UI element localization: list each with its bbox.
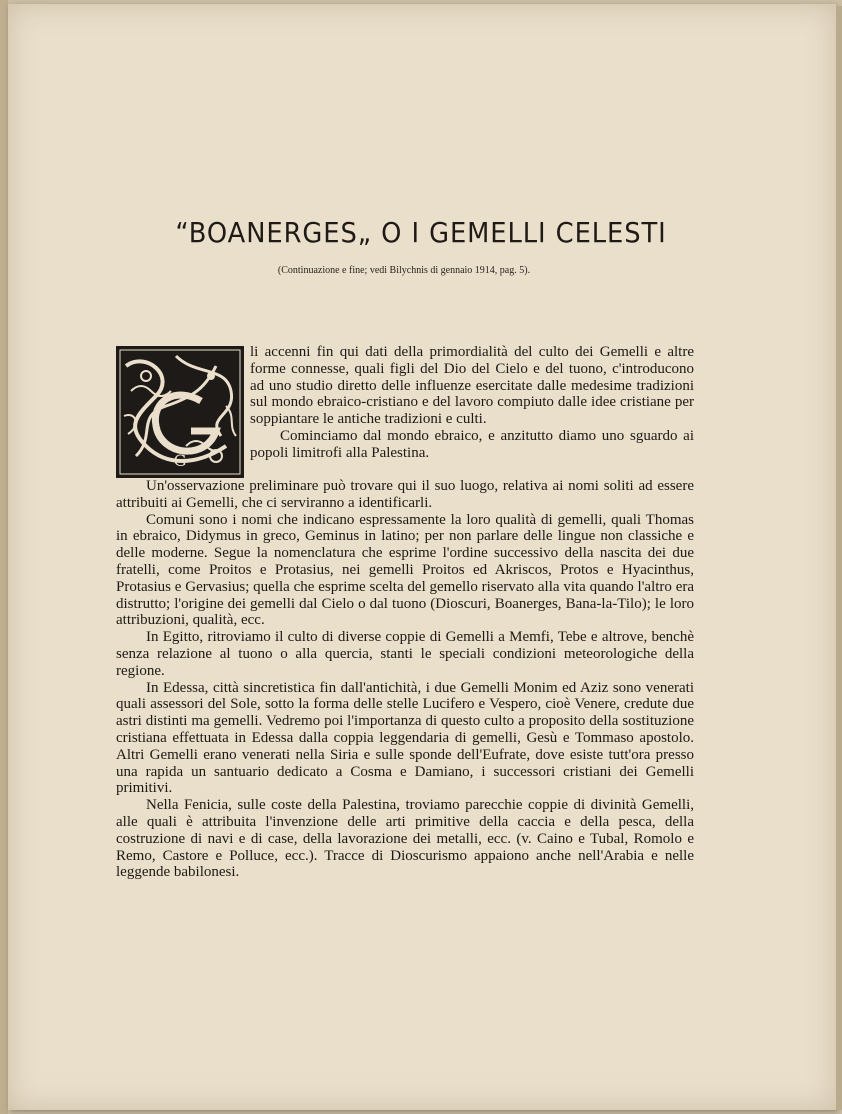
svg-text:G: G xyxy=(173,451,187,470)
paragraph-3: Un'osservazione preliminare può trovare qui il suo luogo, relativa ai nomi soliti ad essere attribuiti ai Gemelli, che ci serviranno a identificarli. xyxy=(116,478,694,511)
book-spine xyxy=(0,0,8,1114)
page-edge xyxy=(836,6,842,1110)
paragraph-1: li accenni fin qui dati della primordialità del culto dei Gemelli e altre forme connesse, quali figli del Dio del Cielo e del tuono, c'introducono ad uno studio diretto delle influenze esercitate dalle medesime tradizioni sul mondo ebraico-cristiano e del lavoro compiuto dalle idee cristiane per soppiantare le antiche tradizioni e culti. xyxy=(250,344,694,428)
paragraph-4: Comuni sono i nomi che indicano espressamente la loro qualità di gemelli, quali Thomas in ebraico, Didymus in greco, Geminus in latino; per non parlare delle lingue non classiche e delle moderne. Segue la nomenclatura che esprime l'ordine successivo della nascita dei due fratelli, come Proitos e Protasius, nei gemelli Proitos ed Akriscos, Protos e Hyacinthus, Protasius e Gervasius; quella che esprime scelta del gemello riservato alla vita quando l'altro era distrutto; l'origine dei gemelli dal Cielo o dal tuono (Dioscuri, Boanerges, Bana-la-Tilo); le loro attribuzioni, qualità, ecc. xyxy=(116,511,694,629)
article-body xyxy=(116,344,694,881)
paragraph-6: In Edessa, città sincretistica fin dall'antichità, i due Gemelli Monim ed Aziz sono venerati quali assessori del Sole, sotto la forma delle stelle Lucifero e Vespero, cioè Venere, credute due astri distinti ma gemelli. Vedremo poi l'importanza di questo culto a proposito della sostituzione cristiana effettuata in Edessa dalla coppia leggendaria di gemelli, Gesù e Tommaso apostolo. Altri Gemelli erano venerati nella Siria e sulle sponde dell'Eufrate, dove esiste tutt'ora presso una rapida un santuario dedicato a Cosma e Damiano, i successori cristiani dei Gemelli primitivi. xyxy=(116,679,694,797)
article-subtitle: (Continuazione e fine; vedi Bilychnis di gennaio 1914, pag. 5). xyxy=(277,265,531,276)
paragraph-7: Nella Fenicia, sulle coste della Palestina, troviamo parecchie coppie di divinità Gemelli, alle quali è attribuita l'invenzione delle arti primitive della caccia e della pesca, della costruzione di navi e di case, della lavorazione dei metalli, ecc. (v. Caino e Tubal, Romolo e Remo, Castore e Polluce, ecc.). Tracce di Dioscurismo appaiono anche nell'Arabia e nelle leggende babilonesi. xyxy=(116,797,694,881)
illuminated-initial-g-icon xyxy=(116,346,244,478)
article-title: “BOANERGES„ O I GEMELLI CELESTI xyxy=(175,216,667,249)
initial-ornament xyxy=(116,346,244,478)
paragraph-5: In Egitto, ritroviamo il culto di diverse coppie di Gemelli a Memfi, Tebe e altrove, benchè senza relazione al tuono o alla quercia, stanti le speciali condizioni meteorologiche della regione. xyxy=(116,629,694,679)
paragraph-2: Cominciamo dal mondo ebraico, e anzitutto diamo uno sguardo ai popoli limitrofi alla Palestina. xyxy=(250,427,694,461)
